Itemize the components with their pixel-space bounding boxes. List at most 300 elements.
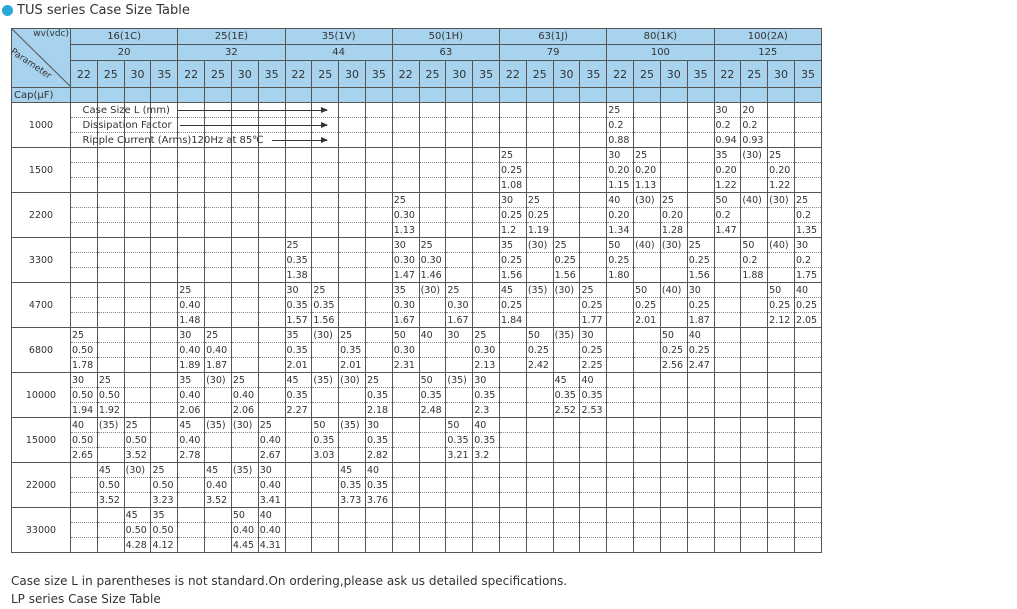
- value-cell: [687, 538, 714, 553]
- value-cell: [365, 298, 392, 313]
- value-cell: [794, 388, 821, 403]
- cap-row-cell: [580, 88, 607, 103]
- value-cell: [660, 148, 687, 163]
- value-cell: [741, 463, 768, 478]
- value-cell: [151, 148, 178, 163]
- value-cell: 0.35: [553, 388, 580, 403]
- value-cell: [580, 178, 607, 193]
- value-cell: [446, 508, 473, 523]
- diameter-header: 22: [714, 61, 741, 88]
- diameter-header: 30: [231, 61, 258, 88]
- value-cell: [71, 253, 98, 268]
- value-cell: [714, 253, 741, 268]
- value-cell: (40): [768, 238, 795, 253]
- value-cell: 30: [607, 148, 634, 163]
- value-cell: 25: [392, 193, 419, 208]
- value-cell: 0.93: [741, 133, 768, 148]
- value-cell: [794, 163, 821, 178]
- value-cell: [580, 148, 607, 163]
- value-cell: [687, 148, 714, 163]
- value-cell: [473, 148, 500, 163]
- value-cell: [741, 328, 768, 343]
- value-cell: [500, 523, 527, 538]
- value-cell: [634, 523, 661, 538]
- value-cell: [607, 523, 634, 538]
- value-cell: [473, 118, 500, 133]
- value-cell: [687, 523, 714, 538]
- value-cell: (30): [741, 148, 768, 163]
- diameter-header: 22: [607, 61, 634, 88]
- value-cell: [473, 253, 500, 268]
- value-cell: 3.21: [446, 448, 473, 463]
- table-row: [12, 238, 822, 253]
- value-cell: 2.12: [768, 313, 795, 328]
- table-row: [12, 283, 822, 298]
- value-cell: 50: [634, 283, 661, 298]
- value-cell: [526, 478, 553, 493]
- value-cell: [741, 313, 768, 328]
- value-cell: [660, 163, 687, 178]
- value-cell: [607, 313, 634, 328]
- value-cell: [97, 268, 124, 283]
- value-cell: [473, 508, 500, 523]
- table-row: [12, 403, 822, 418]
- value-cell: (30): [312, 328, 339, 343]
- value-cell: [580, 193, 607, 208]
- value-cell: [71, 493, 98, 508]
- value-cell: [178, 193, 205, 208]
- surge-voltage-header: 63: [392, 45, 499, 61]
- value-cell: [660, 178, 687, 193]
- value-cell: [687, 478, 714, 493]
- value-cell: 2.42: [526, 358, 553, 373]
- value-cell: [580, 208, 607, 223]
- value-cell: 3.52: [205, 493, 232, 508]
- value-cell: [151, 238, 178, 253]
- value-cell: [365, 253, 392, 268]
- value-cell: [634, 373, 661, 388]
- value-cell: [151, 268, 178, 283]
- value-cell: 1.87: [205, 358, 232, 373]
- table-row: [12, 373, 822, 388]
- value-cell: [500, 133, 527, 148]
- value-cell: 1.94: [71, 403, 98, 418]
- voltage-code-header: 100(2A): [714, 29, 822, 45]
- value-cell: 3.2: [473, 448, 500, 463]
- value-cell: [446, 223, 473, 238]
- value-cell: 0.50: [124, 433, 151, 448]
- value-cell: [553, 103, 580, 118]
- value-cell: [500, 493, 527, 508]
- value-cell: [339, 388, 366, 403]
- value-cell: 25: [124, 418, 151, 433]
- value-cell: [473, 463, 500, 478]
- voltage-code-header: 50(1H): [392, 29, 499, 45]
- value-cell: [687, 493, 714, 508]
- value-cell: [339, 523, 366, 538]
- value-cell: [446, 103, 473, 118]
- value-cell: [339, 193, 366, 208]
- value-cell: [151, 328, 178, 343]
- value-cell: [526, 103, 553, 118]
- cap-row-cell: [794, 88, 821, 103]
- value-cell: 1.56: [500, 268, 527, 283]
- value-cell: [473, 238, 500, 253]
- value-cell: [285, 223, 312, 238]
- value-cell: 0.25: [768, 298, 795, 313]
- value-cell: [794, 118, 821, 133]
- value-cell: [794, 358, 821, 373]
- value-cell: 0.50: [71, 343, 98, 358]
- value-cell: 0.2: [794, 253, 821, 268]
- value-cell: 0.50: [151, 478, 178, 493]
- value-cell: [446, 493, 473, 508]
- value-cell: 1.22: [714, 178, 741, 193]
- table-row: [12, 538, 822, 553]
- value-cell: [71, 283, 98, 298]
- value-cell: [419, 493, 446, 508]
- value-cell: 1.67: [446, 313, 473, 328]
- value-cell: [97, 328, 124, 343]
- value-cell: 1.28: [660, 223, 687, 238]
- value-cell: [634, 268, 661, 283]
- value-cell: [553, 418, 580, 433]
- value-cell: [151, 208, 178, 223]
- value-cell: [97, 193, 124, 208]
- diameter-header: 30: [768, 61, 795, 88]
- diameter-header: 35: [687, 61, 714, 88]
- value-cell: 1.56: [687, 268, 714, 283]
- value-cell: [580, 448, 607, 463]
- value-cell: (30): [660, 238, 687, 253]
- table-row: [12, 253, 822, 268]
- value-cell: [768, 358, 795, 373]
- cap-row-cell: [339, 88, 366, 103]
- cap-row-cell: [258, 88, 285, 103]
- value-cell: [500, 118, 527, 133]
- value-cell: [580, 268, 607, 283]
- value-cell: 40: [258, 508, 285, 523]
- diameter-header: 25: [205, 61, 232, 88]
- value-cell: [634, 418, 661, 433]
- value-cell: [687, 223, 714, 238]
- value-cell: [794, 478, 821, 493]
- value-cell: [339, 163, 366, 178]
- value-cell: [231, 283, 258, 298]
- cap-row-cell: [607, 88, 634, 103]
- value-cell: [768, 268, 795, 283]
- value-cell: [660, 118, 687, 133]
- value-cell: [71, 538, 98, 553]
- value-cell: [312, 403, 339, 418]
- value-cell: 1.38: [285, 268, 312, 283]
- value-cell: 1.78: [71, 358, 98, 373]
- value-cell: [526, 298, 553, 313]
- value-cell: 1.34: [607, 223, 634, 238]
- value-cell: [526, 313, 553, 328]
- value-cell: [714, 268, 741, 283]
- value-cell: [151, 358, 178, 373]
- value-cell: [205, 163, 232, 178]
- value-cell: 25: [71, 328, 98, 343]
- value-cell: [205, 178, 232, 193]
- value-cell: [312, 388, 339, 403]
- value-cell: 40: [473, 418, 500, 433]
- value-cell: [580, 418, 607, 433]
- value-cell: [634, 433, 661, 448]
- value-cell: [714, 328, 741, 343]
- value-cell: [553, 343, 580, 358]
- value-cell: [741, 298, 768, 313]
- value-cell: [553, 133, 580, 148]
- value-cell: [285, 493, 312, 508]
- value-cell: [205, 253, 232, 268]
- value-cell: (35): [446, 373, 473, 388]
- value-cell: [97, 523, 124, 538]
- value-cell: [365, 328, 392, 343]
- value-cell: 0.25: [687, 298, 714, 313]
- value-cell: 50: [392, 328, 419, 343]
- cap-row-cell: [124, 88, 151, 103]
- value-cell: [526, 178, 553, 193]
- value-cell: 0.25: [526, 343, 553, 358]
- value-cell: 30: [500, 193, 527, 208]
- value-cell: 50: [660, 328, 687, 343]
- value-cell: [365, 358, 392, 373]
- value-cell: 1.84: [500, 313, 527, 328]
- value-cell: [124, 478, 151, 493]
- value-cell: [446, 118, 473, 133]
- value-cell: [151, 313, 178, 328]
- cap-row-cell: [231, 88, 258, 103]
- value-cell: [258, 403, 285, 418]
- value-cell: [71, 223, 98, 238]
- cap-row-cell: [178, 88, 205, 103]
- value-cell: [660, 508, 687, 523]
- value-cell: 1.67: [392, 313, 419, 328]
- value-cell: 0.35: [285, 298, 312, 313]
- value-cell: 40: [580, 373, 607, 388]
- value-cell: [178, 538, 205, 553]
- cap-row-cell: [392, 88, 419, 103]
- cap-row-cell: [285, 88, 312, 103]
- value-cell: [660, 253, 687, 268]
- value-cell: [392, 538, 419, 553]
- value-cell: [71, 193, 98, 208]
- value-cell: [339, 148, 366, 163]
- legend-arrow-icon: [272, 140, 327, 141]
- value-cell: 0.40: [178, 388, 205, 403]
- value-cell: [607, 493, 634, 508]
- value-cell: [178, 163, 205, 178]
- value-cell: 2.82: [365, 448, 392, 463]
- capacitance-cell: 1000: [12, 103, 71, 148]
- value-cell: [231, 328, 258, 343]
- value-cell: [419, 523, 446, 538]
- value-cell: [178, 493, 205, 508]
- footnote: Case size L in parentheses is not standard.On ordering,please ask us detailed specifications.: [11, 574, 568, 588]
- value-cell: [231, 208, 258, 223]
- value-cell: [660, 448, 687, 463]
- value-cell: 0.50: [71, 433, 98, 448]
- value-cell: [660, 298, 687, 313]
- value-cell: [339, 298, 366, 313]
- cap-row-cell: [151, 88, 178, 103]
- value-cell: [258, 208, 285, 223]
- value-cell: [446, 463, 473, 478]
- value-cell: [607, 508, 634, 523]
- value-cell: [741, 433, 768, 448]
- value-cell: [231, 343, 258, 358]
- value-cell: 0.30: [392, 298, 419, 313]
- value-cell: [285, 463, 312, 478]
- value-cell: [178, 508, 205, 523]
- value-cell: [580, 478, 607, 493]
- diameter-header: 25: [741, 61, 768, 88]
- voltage-code-header: 16(1C): [71, 29, 178, 45]
- value-cell: 0.35: [339, 478, 366, 493]
- value-cell: [687, 193, 714, 208]
- value-cell: [794, 343, 821, 358]
- voltage-code-header: 63(1J): [500, 29, 607, 45]
- value-cell: [741, 538, 768, 553]
- value-cell: 25: [339, 328, 366, 343]
- parameter-label: Parameter: [8, 47, 53, 82]
- value-cell: [607, 358, 634, 373]
- value-cell: [607, 373, 634, 388]
- value-cell: [634, 118, 661, 133]
- value-cell: [231, 298, 258, 313]
- table-row: [12, 358, 822, 373]
- value-cell: [687, 178, 714, 193]
- value-cell: [205, 148, 232, 163]
- value-cell: 45: [205, 463, 232, 478]
- value-cell: [124, 403, 151, 418]
- value-cell: [419, 223, 446, 238]
- value-cell: [71, 268, 98, 283]
- value-cell: [500, 328, 527, 343]
- value-cell: [526, 253, 553, 268]
- value-cell: [339, 268, 366, 283]
- value-cell: [178, 253, 205, 268]
- value-cell: [500, 508, 527, 523]
- value-cell: [553, 493, 580, 508]
- value-cell: [580, 463, 607, 478]
- value-cell: 50: [446, 418, 473, 433]
- value-cell: 0.25: [580, 343, 607, 358]
- value-cell: [634, 493, 661, 508]
- cap-row-cell: [768, 88, 795, 103]
- value-cell: 1.92: [97, 403, 124, 418]
- legend-arrow-icon: [180, 125, 327, 126]
- value-cell: [205, 388, 232, 403]
- value-cell: [71, 463, 98, 478]
- value-cell: 50: [231, 508, 258, 523]
- value-cell: [768, 118, 795, 133]
- value-cell: 0.40: [231, 523, 258, 538]
- value-cell: [634, 508, 661, 523]
- value-cell: [500, 358, 527, 373]
- value-cell: [419, 178, 446, 193]
- value-cell: [687, 463, 714, 478]
- table-row: [12, 148, 822, 163]
- value-cell: [526, 403, 553, 418]
- value-cell: [258, 148, 285, 163]
- value-cell: [97, 358, 124, 373]
- value-cell: [71, 508, 98, 523]
- value-cell: [741, 508, 768, 523]
- value-cell: [446, 523, 473, 538]
- value-cell: [97, 208, 124, 223]
- value-cell: 0.2: [714, 118, 741, 133]
- value-cell: 0.40: [258, 523, 285, 538]
- value-cell: 30: [473, 373, 500, 388]
- value-cell: [660, 463, 687, 478]
- value-cell: [660, 268, 687, 283]
- value-cell: 50: [607, 238, 634, 253]
- value-cell: 0.35: [339, 343, 366, 358]
- value-cell: [687, 373, 714, 388]
- value-cell: [768, 493, 795, 508]
- value-cell: [500, 373, 527, 388]
- value-cell: [768, 223, 795, 238]
- value-cell: 35: [285, 328, 312, 343]
- value-cell: [339, 283, 366, 298]
- value-cell: [392, 523, 419, 538]
- value-cell: [258, 358, 285, 373]
- value-cell: 45: [339, 463, 366, 478]
- value-cell: [794, 403, 821, 418]
- value-cell: 2.01: [634, 313, 661, 328]
- value-cell: 0.40: [178, 433, 205, 448]
- value-cell: (30): [419, 283, 446, 298]
- value-cell: [178, 463, 205, 478]
- cap-row-cell: [446, 88, 473, 103]
- value-cell: 40: [687, 328, 714, 343]
- value-cell: [339, 238, 366, 253]
- value-cell: 45: [178, 418, 205, 433]
- value-cell: [526, 118, 553, 133]
- capacitance-cell: 10000: [12, 373, 71, 418]
- value-cell: 40: [365, 463, 392, 478]
- value-cell: [768, 388, 795, 403]
- value-cell: 0.50: [71, 388, 98, 403]
- value-cell: [365, 538, 392, 553]
- value-cell: [419, 343, 446, 358]
- wv-label: wv(vdc): [33, 29, 69, 39]
- table-row: [12, 193, 822, 208]
- value-cell: [473, 133, 500, 148]
- value-cell: [607, 298, 634, 313]
- value-cell: [741, 523, 768, 538]
- value-cell: [339, 448, 366, 463]
- value-cell: [660, 313, 687, 328]
- value-cell: [97, 508, 124, 523]
- value-cell: [687, 433, 714, 448]
- value-cell: 30: [285, 283, 312, 298]
- diameter-header: 25: [97, 61, 124, 88]
- value-cell: 4.28: [124, 538, 151, 553]
- value-cell: [365, 208, 392, 223]
- legend-dissipation: Dissipation Factor: [82, 119, 172, 131]
- value-cell: 30: [178, 328, 205, 343]
- diameter-header: 25: [419, 61, 446, 88]
- value-cell: (40): [660, 283, 687, 298]
- value-cell: 1.56: [553, 268, 580, 283]
- value-cell: [97, 433, 124, 448]
- value-cell: 1.13: [392, 223, 419, 238]
- voltage-code-header: 35(1V): [285, 29, 392, 45]
